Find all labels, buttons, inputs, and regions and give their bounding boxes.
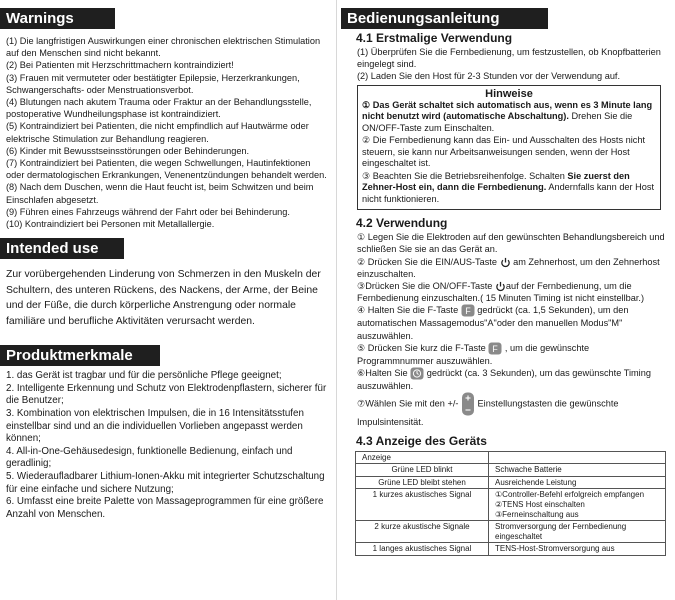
feature-item: 6. Umfasst eine breite Palette von Massageprogrammen für eine größere Anzahl von Menschen. [6, 496, 324, 520]
table-row [356, 543, 666, 556]
warning-item: (5) Kontraindiziert bei Patienten, die nicht empfindlich auf Hautwärme oder elektrische Stimulation zur Behandlung reagieren. [6, 121, 309, 144]
table-cell: TENS-Host-Stromversorgung aus [489, 543, 666, 556]
power-icon [495, 281, 506, 292]
table-header-cell-empty [489, 451, 666, 464]
step-item: (1) Überprüfen Sie die Fernbedienung, um festzustellen, ob Knopfbatterien eingelegt sind. [357, 47, 661, 70]
feature-item: 3. Kombination von elektrischen Impulsen, die in 16 Intensitätsstufen einstellbar sind und an die individuellen Vorlieben angepasst werden können; [6, 408, 304, 445]
operating-instructions-heading: Bedienungsanleitung [341, 8, 548, 29]
notes-title: Hinweise [485, 87, 533, 100]
svg-text:F: F [464, 306, 471, 317]
f-button-icon [488, 342, 502, 355]
section-4-1-title: 4.1 Erstmalige Verwendung [356, 31, 513, 45]
table-cell: Schwache Batterie [489, 464, 666, 477]
usage-step-4: ④ Halten Sie die F-Taste F gedrückt (ca. 1,5 Sekunden), um den automatischen Massagemodus"A"oder den manuellen Modus"M" auszuwählen. [357, 305, 629, 341]
table-cell: ①Controller-Befehl erfolgreich empfangen ②TENS Host einschalten ③Ferneinschaltung aus [489, 489, 666, 521]
note-2: ② Die Fernbedienung kann das Ein- und Ausschalten des Hosts nicht steuern, sie kann nur Arbeitsanweisungen senden, wenn der Host eingeschaltet ist. [362, 135, 646, 169]
usage-step-7: ⑦Wählen Sie mit den +/- Einstellungstasten die gewünschte Impulsintensität. [357, 392, 665, 428]
usage-step-3: ③Drücken Sie die ON/OFF-Taste auf der Fernbedienung, um die Fernbedienung einzuschalten.( 15 Minuten Timing ist nicht einstellbar.) [357, 280, 645, 304]
notes-box [357, 85, 661, 211]
intended-use-text: Zur vorübergehenden Linderung von Schmerzen in den Muskeln der Schultern, des unteren Rückens, des Nackens, der Arme, der Beine und der Füße, die durch körperliche Anstrengung oder normale familiäre und berufliche Aktivitäten verursacht werden. [6, 269, 321, 327]
table-header-row [356, 451, 666, 464]
indicator-table [355, 451, 666, 556]
power-icon [500, 257, 511, 268]
right-column [341, 0, 675, 556]
features-heading: Produktmerkmale [0, 345, 160, 366]
feature-item: 5. Wiederaufladbarer Lithium-Ionen-Akku mit integrierter Schutzschaltung für eine einfache und sichere Nutzung; [6, 471, 325, 495]
warning-item: (1) Die langfristigen Auswirkungen einer chronischen elektrischen Stimulation auf den Menschen sind nicht bekannt. [6, 36, 321, 59]
usage-step-1: ① Legen Sie die Elektroden auf den gewünschten Behandlungsbereich und schließen Sie sie an das Gerät an. [357, 232, 665, 255]
usage-step-2: ② Drücken Sie die EIN/AUS-Taste am Zehnerhost, um den Zehnerhost einzuschalten. [357, 256, 660, 279]
usage-step-6: ⑥Halten Sie gedrückt (ca. 3 Sekunden), um das gewünschte Timing auszuwählen. [357, 368, 651, 392]
table-cell: Grüne LED blinkt [356, 464, 489, 477]
table-cell: Stromversorgung der Fernbedienung eingeschaltet [489, 521, 666, 543]
section-4-2-title: 4.2 Verwendung [356, 216, 448, 231]
warning-item: (8) Nach dem Duschen, wenn die Haut feucht ist, beim Schwitzen und beim Einschlafen abgesetzt. [6, 182, 314, 205]
intended-use-heading: Intended use [0, 238, 124, 259]
feature-item: 1. das Gerät ist tragbar und für die persönliche Pflege geeignet; [6, 370, 282, 382]
table-cell: 1 langes akustisches Signal [356, 543, 489, 556]
step-item: (2) Laden Sie den Host für 2-3 Stunden vor der Verwendung auf. [357, 71, 621, 82]
features-list [0, 370, 333, 521]
plus-minus-buttons-icon [461, 392, 475, 416]
left-column [0, 0, 333, 521]
warning-item: (3) Frauen mit vermuteter oder bestätigter Epilepsie, Herzerkrankungen, Schwangerschafts- oder Menstruationsverbot. [6, 72, 300, 95]
svg-text:F: F [492, 343, 499, 354]
feature-item: 2. Intelligente Erkennung und Schutz von Elektrodenpflastern, sicherer für die Benutzer; [6, 382, 327, 407]
table-row [356, 489, 666, 521]
warning-item: (6) Kinder mit Bewusstseinsstörungen oder Behinderungen. [6, 145, 250, 156]
warning-item: (2) Bei Patienten mit Herzschrittmachern kontraindiziert! [6, 60, 234, 71]
warning-item: (7) Kontraindiziert bei Patienten, die wegen Schwellungen, Hautinfektionen oder dermatologischen Erkrankungen, Venenentzündungen behandelt werden. [6, 158, 327, 181]
table-cell: 2 kurze akustische Signale [356, 521, 489, 543]
timer-button-icon [410, 367, 424, 380]
warnings-list [0, 35, 333, 230]
table-row [356, 464, 666, 477]
f-button-icon [461, 304, 475, 317]
warning-item: (4) Blutungen nach akutem Trauma oder Fraktur an der Behandlungsstelle, postoperative Wundheilungsphase ist kontraindiziert. [6, 97, 312, 120]
table-row [356, 476, 666, 489]
warnings-heading: Warnings [0, 8, 115, 29]
warning-item: (10) Kontraindiziert bei Personen mit Metallallergie. [6, 219, 215, 230]
table-row [356, 521, 666, 543]
table-cell: 1 kurzes akustisches Signal [356, 489, 489, 521]
note-1: ① Das Gerät schaltet sich automatisch aus, wenn es 3 Minute lang nicht benutzt wird (automatische Abschaltung). Drehen Sie die ON/OFF-Taste zum Einschalten. [362, 99, 653, 133]
feature-item: 4. All-in-One-Gehäusedesign, funktionelle Bedienung, einfach und geradlinig; [6, 445, 293, 470]
section-4-1-text [357, 46, 665, 83]
table-header-cell: Anzeige [356, 451, 489, 464]
note-3: ③ Beachten Sie die Betriebsreihenfolge. Schalten Sie zuerst den Zehner-Host ein, dann die Fernbedienung. Andernfalls kann der Host nicht funktionieren. [362, 170, 655, 204]
section-4-2-text [357, 231, 665, 428]
column-divider [336, 0, 337, 600]
section-4-3-title: 4.3 Anzeige des Geräts [356, 433, 487, 448]
usage-step-5: ⑤ Drücken Sie kurz die F-Taste F , um die gewünschte Programmnummer auszuwählen. [357, 342, 590, 366]
warning-item: (9) Führen eines Fahrzeugs während der Fahrt oder bei Behinderung. [6, 206, 290, 217]
table-cell: Grüne LED bleibt stehen [356, 476, 489, 489]
table-cell: Ausreichende Leistung [489, 476, 666, 489]
